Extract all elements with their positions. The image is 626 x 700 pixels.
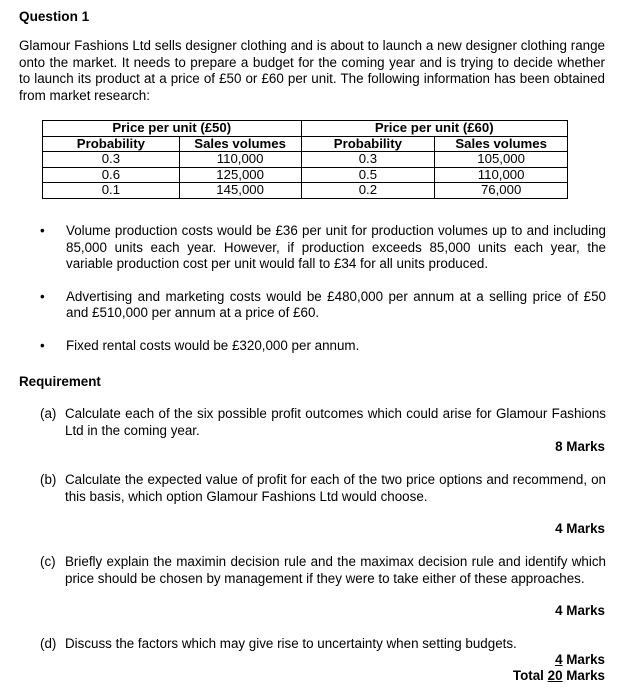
- total-marks: [513, 668, 605, 685]
- total-number: 20: [547, 668, 563, 683]
- price-60-heading: Price per unit (£60): [301, 121, 568, 137]
- table-row: [43, 183, 568, 199]
- table-cell: 0.3: [301, 152, 435, 168]
- part-a: [40, 406, 606, 439]
- requirement-heading: Requirement: [19, 374, 101, 389]
- table-row: [43, 167, 568, 183]
- part-b-marks: 4 Marks: [555, 521, 605, 536]
- table-cell: 0.1: [43, 183, 180, 199]
- part-a-marks: 8 Marks: [555, 439, 605, 454]
- probability-header: Probability: [43, 136, 180, 152]
- part-c: [40, 554, 606, 587]
- intro-paragraph: Glamour Fashions Ltd sells designer clothing and is about to launch a new designer clothing range onto the market. It needs to prepare a budget for the coming year and is trying to decide whether to launch its product at a price of £50 or £60 per unit. The following information has been obtained from market research:: [19, 38, 605, 103]
- part-text: Discuss the factors which may give rise to uncertainty when setting budgets.: [65, 636, 517, 651]
- list-item: [40, 223, 606, 273]
- marks-word: Marks: [566, 652, 605, 667]
- total-word: Marks: [566, 668, 605, 683]
- bullet-icon: •: [40, 288, 45, 304]
- table-cell: 125,000: [179, 167, 301, 183]
- table-cell: 145,000: [179, 183, 301, 199]
- part-c-marks: 4 Marks: [555, 603, 605, 618]
- marks-number: 4: [555, 652, 563, 667]
- part-label: (a): [40, 406, 57, 421]
- part-d-marks: [555, 652, 605, 669]
- list-item: [40, 338, 606, 355]
- part-text: Briefly explain the maximin decision rule and the maximax decision rule and identify which price should be chosen by management if they were to take either of these approaches.: [65, 554, 606, 586]
- part-b: [40, 472, 606, 505]
- bullet-text: Volume production costs would be £36 per unit for production volumes up to and including 85,000 units each year. However, if production exceeds 85,000 units each year, the variable production cost per unit would fall to £34 for all units produced.: [66, 223, 606, 271]
- market-research-table: [42, 120, 568, 199]
- bullet-icon: •: [40, 337, 45, 353]
- bullet-icon: •: [40, 223, 45, 238]
- table-column-header-row: [43, 136, 568, 152]
- question-title: Question 1: [19, 9, 90, 24]
- bullet-list: [40, 223, 606, 354]
- part-label: (c): [40, 554, 56, 569]
- table-cell: 110,000: [435, 167, 568, 183]
- bullet-text: Fixed rental costs would be £320,000 per annum.: [66, 337, 360, 353]
- table-row: [43, 152, 568, 168]
- table-cell: 110,000: [179, 152, 301, 168]
- part-text: Calculate the expected value of profit for each of the two price options and recommend, on this basis, which option Glamour Fashions Ltd would choose.: [65, 472, 606, 504]
- total-label: Total: [512, 668, 544, 683]
- sales-volumes-header: Sales volumes: [435, 136, 568, 152]
- part-label: (d): [40, 636, 57, 651]
- price-50-heading: Price per unit (£50): [43, 121, 302, 137]
- table-cell: 0.2: [301, 183, 435, 199]
- list-item: [40, 289, 606, 322]
- table-cell: 0.6: [43, 167, 180, 183]
- table-group-header-row: [43, 121, 568, 137]
- table-cell: 0.5: [301, 167, 435, 183]
- table-cell: 0.3: [43, 152, 180, 168]
- table-cell: 105,000: [435, 152, 568, 168]
- part-d: [40, 636, 606, 653]
- part-text: Calculate each of the six possible profit outcomes which could arise for Glamour Fashions Ltd in the coming year.: [65, 406, 606, 438]
- part-label: (b): [40, 472, 57, 487]
- probability-header: Probability: [301, 136, 435, 152]
- bullet-text: Advertising and marketing costs would be £480,000 per annum at a selling price of £50 and £510,000 per annum at a price of £60.: [66, 288, 606, 320]
- sales-volumes-header: Sales volumes: [179, 136, 301, 152]
- table-cell: 76,000: [435, 183, 568, 199]
